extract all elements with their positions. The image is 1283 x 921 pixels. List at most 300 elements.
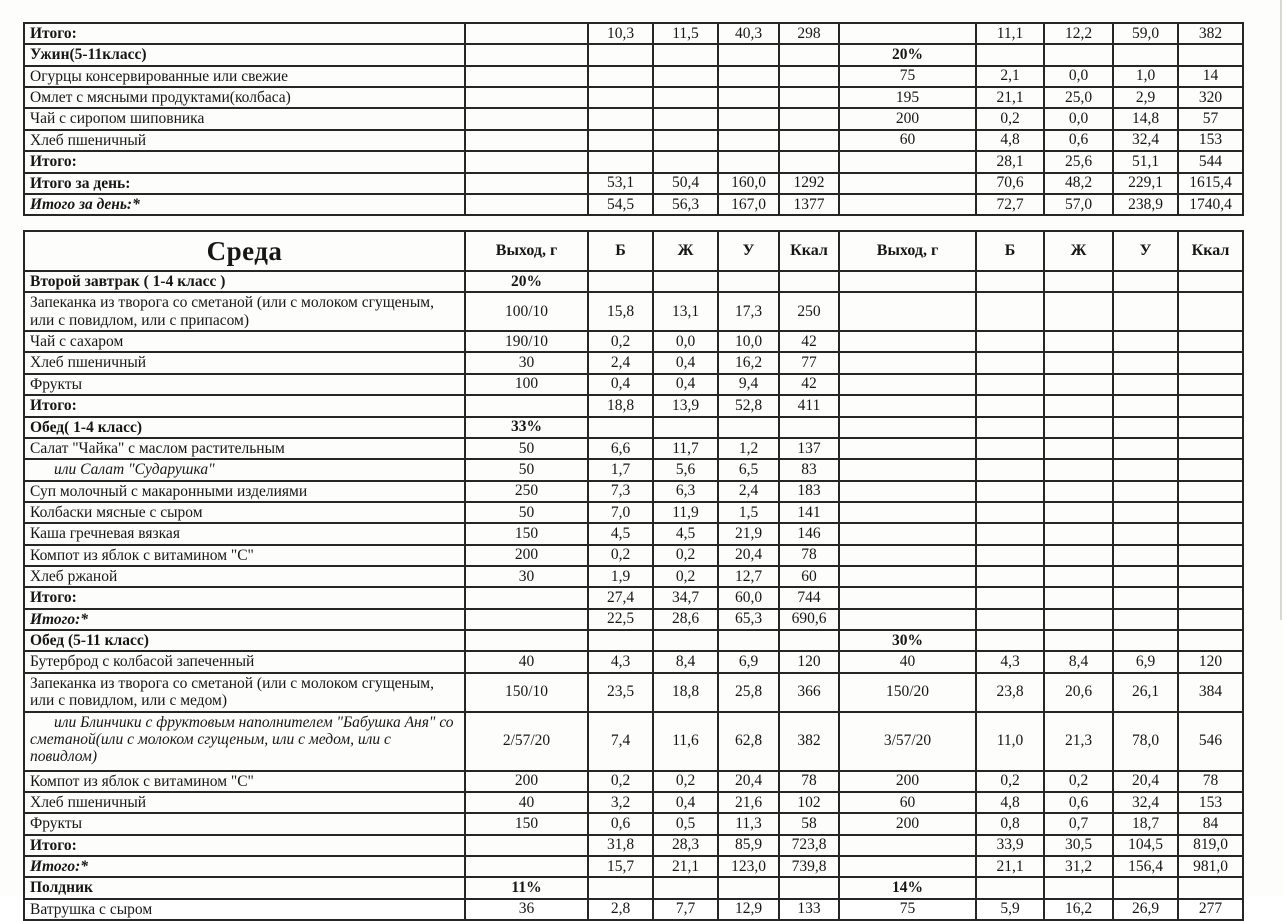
value-cell: 15,8 [588,292,653,331]
value-cell: 23,8 [976,673,1044,712]
value-cell: 723,8 [779,835,839,856]
value-cell [839,352,976,373]
value-cell: 11,1 [976,23,1044,44]
value-cell: 50,4 [653,173,718,194]
value-cell: 4,5 [588,523,653,544]
value-cell: 1,9 [588,566,653,587]
value-cell: 34,7 [653,587,718,608]
table-row [24,151,1243,172]
table-row [24,374,1243,395]
value-cell [976,438,1044,459]
value-cell: 40 [465,792,588,813]
value-cell: 42 [779,374,839,395]
dish-name-cell: Итого за день:* [24,194,465,215]
value-cell [588,130,653,151]
dish-name-cell: Итого:* [24,609,465,630]
value-cell: 153 [1178,792,1243,813]
value-cell: 21,1 [976,87,1044,108]
value-cell: 7,7 [653,899,718,920]
value-cell: 75 [839,66,976,87]
dish-name-cell: Каша гречневая вязкая [24,523,465,544]
table-row [24,44,1243,65]
value-cell: 6,9 [718,651,779,672]
value-cell [839,417,976,438]
dish-name-cell: Запеканка из творога со сметаной (или с молоком сгущеным, или с повидлом, или с припасом) [24,292,465,331]
value-cell: 18,8 [653,673,718,712]
value-cell [718,108,779,129]
value-cell: 320 [1178,87,1243,108]
value-cell: 33,9 [976,835,1044,856]
value-cell: 28,1 [976,151,1044,172]
value-cell: 0,2 [653,771,718,792]
value-cell: 382 [1178,23,1243,44]
value-cell [1178,292,1243,331]
value-cell: 26,1 [1113,673,1178,712]
value-cell: 27,4 [588,587,653,608]
table-row [24,813,1243,834]
value-cell: 20,4 [718,545,779,566]
table-row [24,609,1243,630]
value-cell: 60 [839,130,976,151]
value-cell [1178,352,1243,373]
value-cell [1113,481,1178,502]
table-row [24,352,1243,373]
value-cell: 11,7 [653,438,718,459]
dish-name-cell: Итого:* [24,856,465,877]
value-cell [653,417,718,438]
value-cell: 0,2 [653,566,718,587]
value-cell: 25,6 [1044,151,1113,172]
value-cell: 21,1 [653,856,718,877]
value-cell: 5,6 [653,459,718,480]
value-cell: 0,6 [1044,130,1113,151]
value-cell [1113,44,1178,65]
value-cell: 75 [839,899,976,920]
value-cell: 137 [779,438,839,459]
value-cell: 21,1 [976,856,1044,877]
value-cell: 31,2 [1044,856,1113,877]
value-cell: 190/10 [465,331,588,352]
value-cell: 0,5 [653,813,718,834]
value-cell [588,87,653,108]
value-cell: 51,1 [1113,151,1178,172]
value-cell [839,151,976,172]
table-row [24,712,1243,771]
value-cell: 2,1 [976,66,1044,87]
value-cell [1178,609,1243,630]
value-cell: 21,6 [718,792,779,813]
value-cell: 0,2 [976,108,1044,129]
value-cell: 21,9 [718,523,779,544]
value-cell: 21,3 [1044,712,1113,771]
value-cell: 200 [839,108,976,129]
value-cell: 9,4 [718,374,779,395]
value-cell: 690,6 [779,609,839,630]
value-cell [653,877,718,898]
value-cell [1044,438,1113,459]
value-cell [1044,609,1113,630]
value-cell [1178,587,1243,608]
dish-name-cell: Чай с сахаром [24,331,465,352]
value-cell: 23,5 [588,673,653,712]
dish-name-cell: Компот из яблок с витамином "С" [24,545,465,566]
value-cell: 14 [1178,66,1243,87]
value-cell [1113,331,1178,352]
table-row [24,417,1243,438]
value-cell [976,459,1044,480]
dish-name-cell: Ватрушка с сыром [24,899,465,920]
value-cell: 78 [779,771,839,792]
value-cell: 546 [1178,712,1243,771]
table-row [24,566,1243,587]
dish-name-cell: Итого: [24,835,465,856]
value-cell: 160,0 [718,173,779,194]
value-cell [1178,545,1243,566]
value-cell [718,87,779,108]
value-cell: 6,3 [653,481,718,502]
table-row [24,899,1243,920]
value-cell: 14% [839,877,976,898]
table-row [24,630,1243,651]
value-cell [779,151,839,172]
value-cell: 40 [465,651,588,672]
column-header-kcal-2: Ккал [1178,231,1243,271]
table-row [24,438,1243,459]
value-cell [839,23,976,44]
value-cell: 30% [839,630,976,651]
table-row [24,395,1243,416]
value-cell [1113,609,1178,630]
value-cell: 102 [779,792,839,813]
value-cell [976,545,1044,566]
value-cell [1178,566,1243,587]
value-cell: 133 [779,899,839,920]
value-cell: 10,3 [588,23,653,44]
value-cell: 7,4 [588,712,653,771]
dish-name-cell: Полдник [24,877,465,898]
value-cell: 200 [465,771,588,792]
value-cell [588,877,653,898]
value-cell: 4,8 [976,130,1044,151]
value-cell [465,44,588,65]
value-cell: 3/57/20 [839,712,976,771]
value-cell [588,417,653,438]
wednesday-menu-table [23,230,1244,921]
value-cell [1113,395,1178,416]
value-cell: 20,4 [718,771,779,792]
value-cell: 120 [1178,651,1243,672]
value-cell: 0,4 [588,374,653,395]
value-cell: 1377 [779,194,839,215]
value-cell: 54,5 [588,194,653,215]
value-cell [1178,331,1243,352]
value-cell: 12,7 [718,566,779,587]
value-cell: 85,9 [718,835,779,856]
value-cell: 150 [465,523,588,544]
value-cell: 156,4 [1113,856,1178,877]
value-cell: 7,3 [588,481,653,502]
value-cell: 8,4 [653,651,718,672]
value-cell: 13,9 [653,395,718,416]
value-cell: 11,0 [976,712,1044,771]
value-cell: 15,7 [588,856,653,877]
value-cell [976,395,1044,416]
value-cell [976,331,1044,352]
value-cell [465,66,588,87]
value-cell [1113,630,1178,651]
value-cell [976,877,1044,898]
value-cell [1044,587,1113,608]
value-cell: 200 [839,771,976,792]
dish-name-cell: Хлеб пшеничный [24,130,465,151]
scan-edge-artifact [1280,0,1282,620]
value-cell: 0,2 [588,331,653,352]
value-cell [1113,877,1178,898]
table-row [24,271,1243,292]
value-cell: 2,8 [588,899,653,920]
dish-name-cell: Итого за день: [24,173,465,194]
value-cell [653,87,718,108]
value-cell: 77 [779,352,839,373]
value-cell: 981,0 [1178,856,1243,877]
value-cell: 0,6 [1044,792,1113,813]
value-cell [718,630,779,651]
value-cell: 57,0 [1044,194,1113,215]
value-cell [1044,481,1113,502]
value-cell: 195 [839,87,976,108]
value-cell: 150/10 [465,673,588,712]
previous-day-rows [24,23,1243,215]
value-cell [1178,502,1243,523]
value-cell [1044,630,1113,651]
value-cell [839,523,976,544]
day-title: Среда [24,231,465,271]
value-cell [976,502,1044,523]
value-cell: 1,0 [1113,66,1178,87]
table-row [24,771,1243,792]
value-cell [976,417,1044,438]
value-cell [779,877,839,898]
value-cell [653,630,718,651]
value-cell: 17,3 [718,292,779,331]
value-cell: 20% [839,44,976,65]
dish-name-cell: Хлеб ржаной [24,566,465,587]
value-cell: 78 [779,545,839,566]
value-cell: 72,7 [976,194,1044,215]
value-cell: 298 [779,23,839,44]
value-cell [465,194,588,215]
value-cell: 1,5 [718,502,779,523]
value-cell [839,835,976,856]
value-cell [976,630,1044,651]
value-cell [839,395,976,416]
value-cell: 146 [779,523,839,544]
value-cell: 32,4 [1113,130,1178,151]
value-cell: 123,0 [718,856,779,877]
value-cell [976,566,1044,587]
value-cell [588,108,653,129]
dish-name-cell: или Салат "Сударушка" [24,459,465,480]
value-cell: 53,1 [588,173,653,194]
value-cell: 11,9 [653,502,718,523]
value-cell [1113,271,1178,292]
value-cell [779,271,839,292]
table-row [24,459,1243,480]
value-cell: 0,7 [1044,813,1113,834]
value-cell: 60,0 [718,587,779,608]
dish-name-cell: Хлеб пшеничный [24,352,465,373]
column-header-vyhod-1: Выход, г [465,231,588,271]
column-header-carbs-2: У [1113,231,1178,271]
value-cell [1178,523,1243,544]
value-cell: 0,4 [653,374,718,395]
value-cell: 0,0 [1044,66,1113,87]
value-cell [839,502,976,523]
value-cell [1178,374,1243,395]
value-cell: 48,2 [1044,173,1113,194]
dish-name-cell: Чай с сиропом шиповника [24,108,465,129]
value-cell: 7,0 [588,502,653,523]
value-cell [976,587,1044,608]
value-cell [1178,481,1243,502]
value-cell: 78,0 [1113,712,1178,771]
value-cell: 32,4 [1113,792,1178,813]
value-cell [718,130,779,151]
wednesday-menu-rows [24,271,1243,920]
value-cell: 277 [1178,899,1243,920]
value-cell: 544 [1178,151,1243,172]
value-cell: 1615,4 [1178,173,1243,194]
value-cell [588,151,653,172]
table-row [24,502,1243,523]
value-cell [1044,502,1113,523]
value-cell [1178,459,1243,480]
value-cell: 100/10 [465,292,588,331]
value-cell: 0,2 [976,771,1044,792]
value-cell [465,856,588,877]
dish-name-cell: Хлеб пшеничный [24,792,465,813]
value-cell: 0,2 [588,545,653,566]
value-cell [465,173,588,194]
value-cell [1044,459,1113,480]
value-cell [839,459,976,480]
value-cell: 2,9 [1113,87,1178,108]
value-cell [465,835,588,856]
value-cell [1044,566,1113,587]
value-cell [1113,374,1178,395]
dish-name-cell: Итого: [24,587,465,608]
value-cell: 12,2 [1044,23,1113,44]
value-cell [839,331,976,352]
value-cell: 60 [779,566,839,587]
value-cell: 13,1 [653,292,718,331]
value-cell [1044,271,1113,292]
value-cell [465,587,588,608]
value-cell: 0,2 [1044,771,1113,792]
value-cell: 42 [779,331,839,352]
value-cell: 52,8 [718,395,779,416]
value-cell [1044,352,1113,373]
value-cell [718,66,779,87]
value-cell: 4,3 [588,651,653,672]
value-cell: 62,8 [718,712,779,771]
value-cell [1044,44,1113,65]
value-cell: 31,8 [588,835,653,856]
value-cell: 366 [779,673,839,712]
value-cell: 83 [779,459,839,480]
dish-name-cell: Итого: [24,151,465,172]
value-cell [976,374,1044,395]
value-cell: 819,0 [1178,835,1243,856]
value-cell: 0,2 [653,545,718,566]
value-cell [1113,352,1178,373]
value-cell: 18,8 [588,395,653,416]
value-cell [1044,331,1113,352]
value-cell [839,587,976,608]
value-cell: 153 [1178,130,1243,151]
value-cell: 59,0 [1113,23,1178,44]
value-cell: 5,9 [976,899,1044,920]
dish-name-cell: Итого: [24,395,465,416]
value-cell [839,173,976,194]
table-row [24,856,1243,877]
dish-name-cell: Фрукты [24,374,465,395]
value-cell: 1292 [779,173,839,194]
value-cell [1113,292,1178,331]
value-cell [779,130,839,151]
dish-name-cell: Фрукты [24,813,465,834]
value-cell [1178,438,1243,459]
value-cell: 30 [465,352,588,373]
value-cell: 26,9 [1113,899,1178,920]
value-cell [779,66,839,87]
table-row [24,651,1243,672]
column-header-protein-1: Б [588,231,653,271]
value-cell [1044,395,1113,416]
value-cell: 11,3 [718,813,779,834]
value-cell: 57 [1178,108,1243,129]
value-cell [465,151,588,172]
dish-name-cell: Колбаски мясные с сыром [24,502,465,523]
value-cell: 120 [779,651,839,672]
value-cell: 229,1 [1113,173,1178,194]
value-cell [1178,877,1243,898]
value-cell: 20% [465,271,588,292]
value-cell: 30,5 [1044,835,1113,856]
value-cell [653,108,718,129]
dish-name-cell: Обед (5-11 класс) [24,630,465,651]
table-row [24,523,1243,544]
dish-name-cell: Бутерброд с колбасой запеченный [24,651,465,672]
value-cell: 22,5 [588,609,653,630]
dish-name-cell: Ужин(5-11класс) [24,44,465,65]
dish-name-cell: Итого: [24,23,465,44]
value-cell [976,44,1044,65]
value-cell [839,856,976,877]
value-cell [718,151,779,172]
value-cell [465,395,588,416]
value-cell: 4,8 [976,792,1044,813]
dish-name-cell: Компот из яблок с витамином "С" [24,771,465,792]
table-row [24,673,1243,712]
value-cell [588,44,653,65]
value-cell: 11,6 [653,712,718,771]
value-cell: 2,4 [588,352,653,373]
value-cell [465,609,588,630]
value-cell [976,523,1044,544]
value-cell [839,271,976,292]
value-cell: 150/20 [839,673,976,712]
